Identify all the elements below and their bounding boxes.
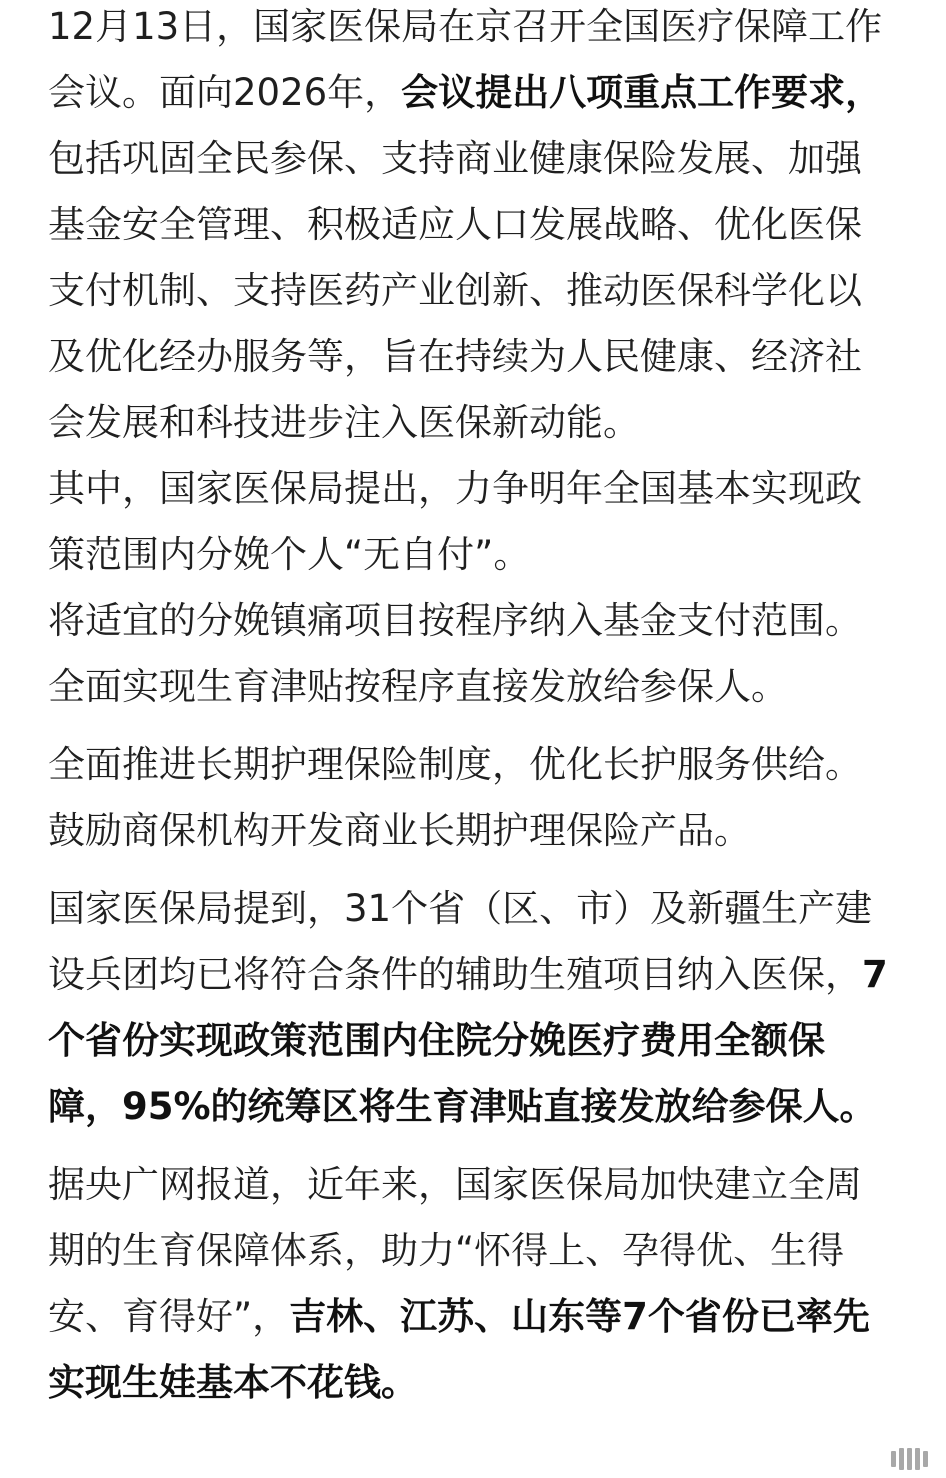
meeting-detail-text: 包括巩固全民参保、支持商业健康保险发展、加强基金安全管理、积极适应人口发展战略、优化医保支付机制、支持医药产业创新、推动医保科学化以及优化经办服务等，旨在持续为人民健康、经济社会发展和科技进步注入医保新动能。 <box>48 137 862 444</box>
cnr-report-highlight: 吉林、江苏、山东等7个省份已率先实现生娃基本不花钱。 <box>48 1295 870 1404</box>
cnr-report-text: 据央广网报道，近年来，国家医保局加快建立全周期的生育保障体系，助力“怀得上、孕得优、生得安、育得好”， <box>48 1163 862 1338</box>
bars-logo-icon <box>891 1448 928 1470</box>
paragraph-labor-analgesia: 将适宜的分娩镇痛项目按程序纳入基金支付范围。 <box>48 599 862 642</box>
meeting-intro-text: 12月13日，国家医保局在京召开全国医疗保障工作会议。面向2026年， <box>48 5 883 114</box>
article-body <box>48 0 898 1416</box>
paragraph-cnr-report <box>48 1152 898 1416</box>
paragraph-long-term-care: 全面推进长期护理保险制度，优化长护服务供给。 <box>48 743 862 786</box>
meeting-highlight-text: 会议提出八项重点工作要求， <box>401 71 883 114</box>
paragraph-meeting <box>48 0 898 456</box>
paragraph-assisted-reproduction <box>48 876 898 1140</box>
assisted-reproduction-highlight: 7个省份实现政策范围内住院分娩医疗费用全额保障，95%的统筹区将生育津贴直接发放给参保人。 <box>48 953 888 1128</box>
assisted-reproduction-text: 国家医保局提到，31个省（区、市）及新疆生产建设兵团均已将符合条件的辅助生殖项目纳入医保， <box>48 887 873 996</box>
paragraph-no-self-pay: 其中，国家医保局提出，力争明年全国基本实现政策范围内分娩个人“无自付”。 <box>48 467 862 576</box>
paragraph-maternity-allowance: 全面实现生育津贴按程序直接发放给参保人。 <box>48 665 788 708</box>
paragraph-commercial-insurance: 鼓励商保机构开发商业长期护理保险产品。 <box>48 809 751 852</box>
